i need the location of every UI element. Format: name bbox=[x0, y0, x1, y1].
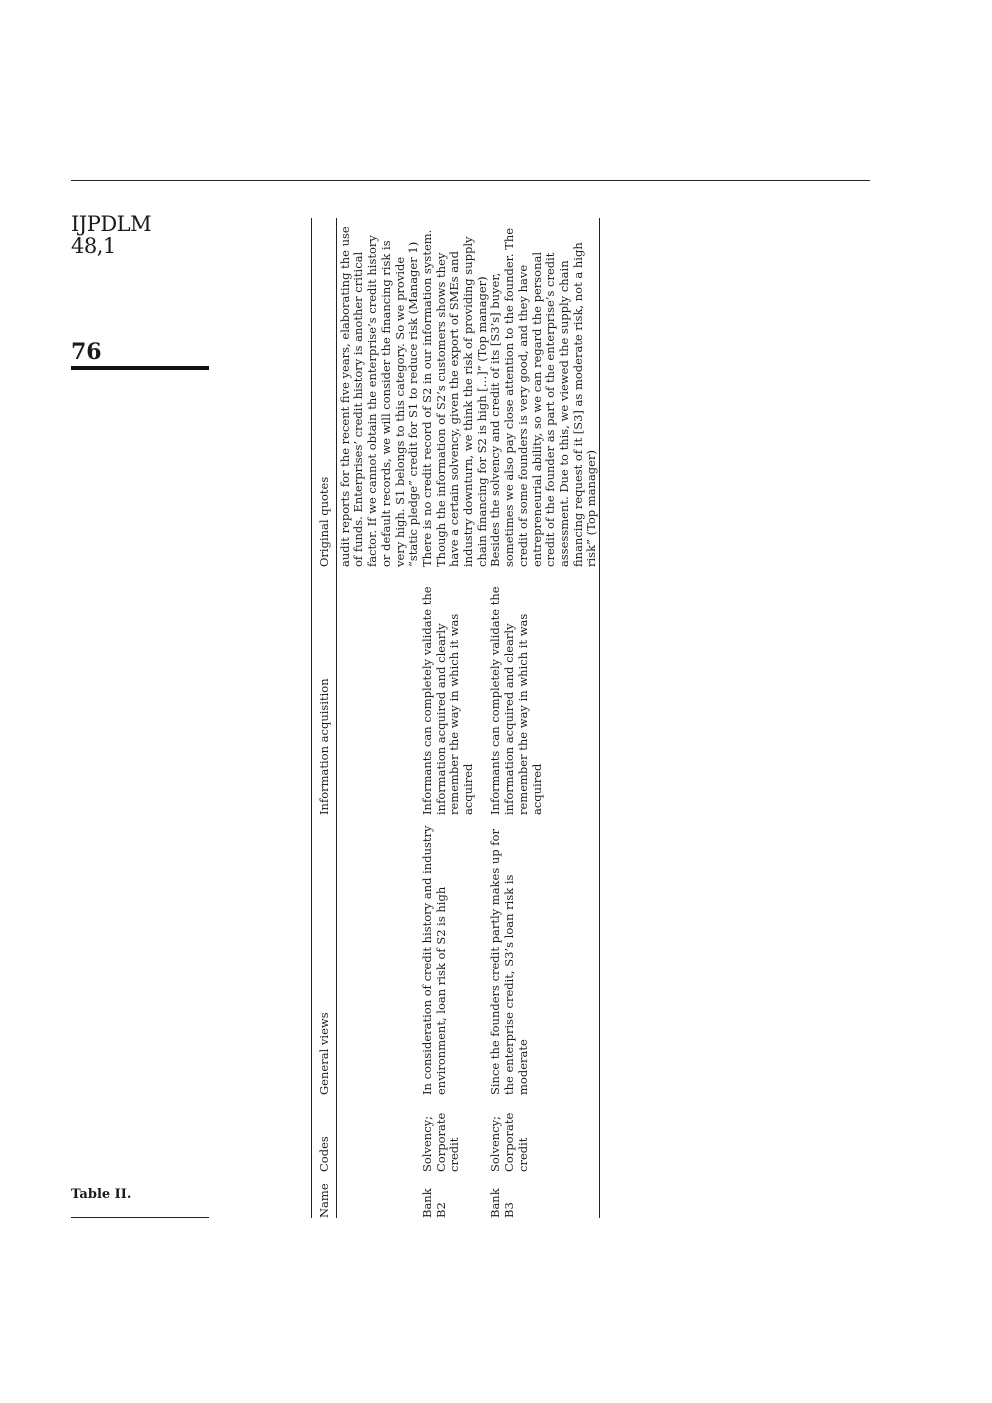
volume-issue: 48,1 bbox=[71, 234, 116, 258]
cell-information-acquisition: Informants can completely validate the information acquired and clearly remember the way in which it was acquired bbox=[488, 586, 544, 815]
cell-general-views: In consideration of credit history and industry environment, loan risk of S2 is high bbox=[419, 825, 448, 1095]
data-table bbox=[311, 218, 600, 1218]
cell-name: Bank B3 bbox=[488, 1188, 517, 1218]
cell-general-views bbox=[336, 815, 421, 1095]
cell-name bbox=[336, 1172, 421, 1218]
page-number-rule bbox=[71, 366, 209, 370]
cell-original-quotes: audit reports for the recent five years, elaborating the use of funds. Enterprises’ credit history is another critical factor. If we cannot obtain the enterprise’s credit history or default records, we will consider the financing risk is very high. S1 belongs to this category. So we provide “static pledge” credit for S1 to reduce risk (Manager 1) bbox=[337, 226, 421, 567]
top-rule bbox=[71, 180, 870, 181]
column-header: General views bbox=[317, 1012, 331, 1095]
table-label-rule bbox=[71, 1217, 209, 1218]
column-header: Information acquisition bbox=[317, 678, 331, 815]
column-header: Original quotes bbox=[317, 476, 331, 567]
cell-information-acquisition bbox=[336, 567, 421, 815]
cell-codes: Solvency; Corporate credit bbox=[488, 1112, 530, 1172]
cell-codes bbox=[336, 1095, 421, 1172]
table-row bbox=[489, 218, 599, 1218]
table-header-row bbox=[312, 218, 337, 1218]
table-label: Table II. bbox=[71, 1187, 132, 1202]
cell-information-acquisition: Informants can completely validate the information acquired and clearly remember the way in which it was acquired bbox=[419, 586, 476, 815]
cell-name: Bank B2 bbox=[419, 1188, 448, 1218]
rotated-table bbox=[311, 218, 711, 1218]
table-row bbox=[421, 218, 490, 1218]
column-header: Codes bbox=[317, 1136, 331, 1172]
cell-codes: Solvency; Corporate credit bbox=[419, 1112, 462, 1172]
cell-general-views: Since the founders credit partly makes up for the enterprise credit, S3’s loan risk is moderate bbox=[488, 829, 530, 1095]
page-number: 76 bbox=[71, 339, 102, 365]
column-header: Name bbox=[317, 1183, 331, 1218]
table-row bbox=[336, 218, 421, 1218]
journal-header bbox=[71, 213, 151, 257]
journal-name: IJPDLM bbox=[71, 212, 152, 236]
cell-original-quotes: Besides the solvency and credit of its [S3’s] buyer, sometimes we also pay close attention to the founder. The credit of some founders is very good, and they have entrepreneurial ability, so we can regard the personal credit of the founder as part of the enterprise’s credit assessment. Due to this, we viewed the supply chain financing request of it [S3] as moderate risk, not a high risk” (Top manager) bbox=[488, 227, 599, 567]
cell-original-quotes: There is no credit record of S2 in our information system. Though the information of S2’s customers shows they have a certain solvency, given the export of SMEs and industry downturn, we think the risk of providing supply chain financing for S2 is high […]” (Top manager) bbox=[419, 229, 489, 567]
